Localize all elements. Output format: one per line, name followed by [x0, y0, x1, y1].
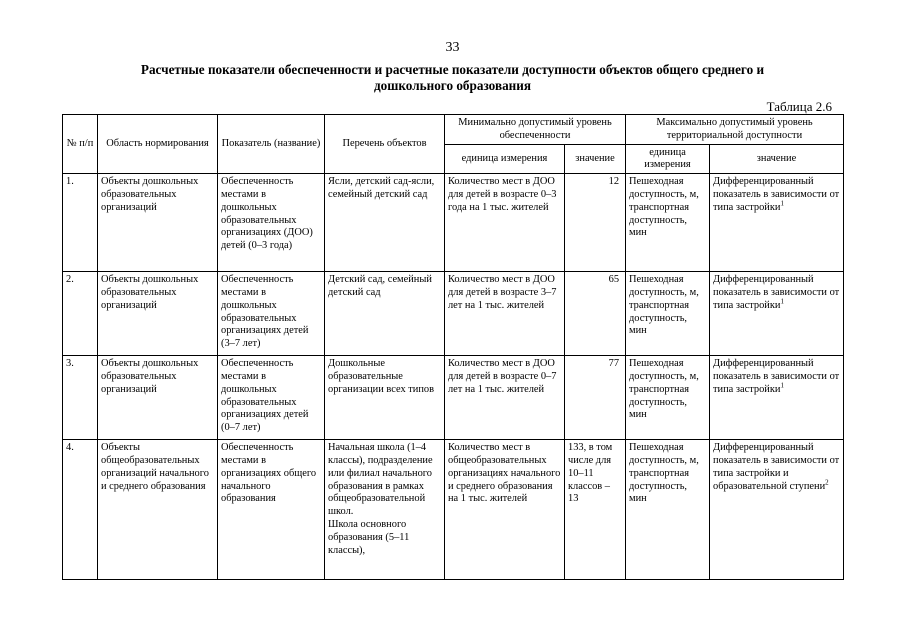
row-max-value-cell	[710, 174, 844, 272]
table-caption: Таблица 2.6	[766, 99, 832, 114]
title-line-2: дошкольного образования	[373, 78, 531, 93]
header-indicator: Показатель (название)	[218, 115, 325, 174]
header-min-value: значение	[565, 144, 626, 174]
row-min-unit: Количество мест в ДОО для детей в возрасте 0–3 года на 1 тыс. жителей	[445, 174, 565, 272]
table-row	[63, 272, 844, 356]
row-indicator: Обеспеченность местами в дошкольных образовательных организациях детей (3–7 лет)	[218, 272, 325, 356]
header-objects: Перечень объектов	[325, 115, 445, 174]
row-num: 4.	[63, 440, 98, 580]
row-max-unit: Пешеходная доступность, м, транспортная доступность, мин	[626, 440, 710, 580]
header-max-unit: единица измерения	[626, 144, 710, 174]
header-num: № п/п	[63, 115, 98, 174]
row-min-value: 133, в том числе для 10–11 классов – 13	[565, 440, 626, 580]
header-max-value: значение	[710, 144, 844, 174]
row-indicator: Обеспеченность местами в организациях общего начального образования	[218, 440, 325, 580]
row-area: Объекты дошкольных образовательных организаций	[98, 174, 218, 272]
table-row	[63, 356, 844, 440]
header-max-level: Максимально допустимый уровень территориальной доступности	[626, 115, 844, 145]
table-title	[70, 62, 835, 94]
indicators-table	[62, 114, 844, 580]
row-area: Объекты дошкольных образовательных организаций	[98, 356, 218, 440]
row-min-unit: Количество мест в общеобразовательных организациях начального и среднего образования на 1 тыс. жителей	[445, 440, 565, 580]
row-max-value: Дифференцированный показатель в зависимости от типа застройки и образовательной ступени	[713, 442, 840, 492]
header-min-unit: единица измерения	[445, 144, 565, 174]
row-num: 3.	[63, 356, 98, 440]
row-objects-extra: Школа основного образования (5–11 классы),	[328, 518, 410, 556]
row-objects-cell	[325, 440, 445, 580]
footnote-mark: 1	[780, 199, 784, 208]
row-max-value: Дифференцированный показатель в зависимости от типа застройки	[713, 274, 840, 311]
footnote-mark: 1	[780, 381, 784, 390]
row-area: Объекты дошкольных образовательных организаций	[98, 272, 218, 356]
row-max-value-cell	[710, 356, 844, 440]
row-max-unit: Пешеходная доступность, м, транспортная доступность, мин	[626, 174, 710, 272]
page-number: 33	[445, 40, 460, 55]
row-min-unit: Количество мест в ДОО для детей в возрасте 0–7 лет на 1 тыс. жителей	[445, 356, 565, 440]
row-min-unit: Количество мест в ДОО для детей в возрасте 3–7 лет на 1 тыс. жителей	[445, 272, 565, 356]
row-num: 2.	[63, 272, 98, 356]
row-num: 1.	[63, 174, 98, 272]
row-max-unit: Пешеходная доступность, м, транспортная доступность, мин	[626, 356, 710, 440]
row-objects: Начальная школа (1–4 классы), подразделение или филиал начального образования в рамках общеобразовательной школ.	[328, 442, 433, 518]
footnote-mark: 2	[825, 478, 829, 487]
row-min-value: 77	[565, 356, 626, 440]
row-indicator: Обеспеченность местами в дошкольных образовательных организациях детей (0–7 лет)	[218, 356, 325, 440]
table-row	[63, 440, 844, 580]
row-objects: Детский сад, семейный детский сад	[325, 272, 445, 356]
row-min-value: 65	[565, 272, 626, 356]
row-min-value: 12	[565, 174, 626, 272]
row-indicator: Обеспеченность местами в дошкольных образовательных организациях (ДОО) детей (0–3 года)	[218, 174, 325, 272]
row-objects: Ясли, детский сад-ясли, семейный детский сад	[325, 174, 445, 272]
table-row	[63, 174, 844, 272]
header-min-level: Минимально допустимый уровень обеспеченности	[445, 115, 626, 145]
row-objects: Дошкольные образовательные организации всех типов	[325, 356, 445, 440]
footnote-mark: 1	[780, 297, 784, 306]
title-line-1: Расчетные показатели обеспеченности и расчетные показатели доступности объектов общего среднего и	[140, 62, 765, 77]
row-max-value-cell	[710, 440, 844, 580]
row-max-unit: Пешеходная доступность, м, транспортная доступность, мин	[626, 272, 710, 356]
row-max-value-cell	[710, 272, 844, 356]
row-max-value: Дифференцированный показатель в зависимости от типа застройки	[713, 358, 840, 395]
row-max-value: Дифференцированный показатель в зависимости от типа застройки	[713, 176, 840, 213]
row-area: Объекты общеобразовательных организаций начального и среднего образования	[98, 440, 218, 580]
header-area: Область нормирования	[98, 115, 218, 174]
